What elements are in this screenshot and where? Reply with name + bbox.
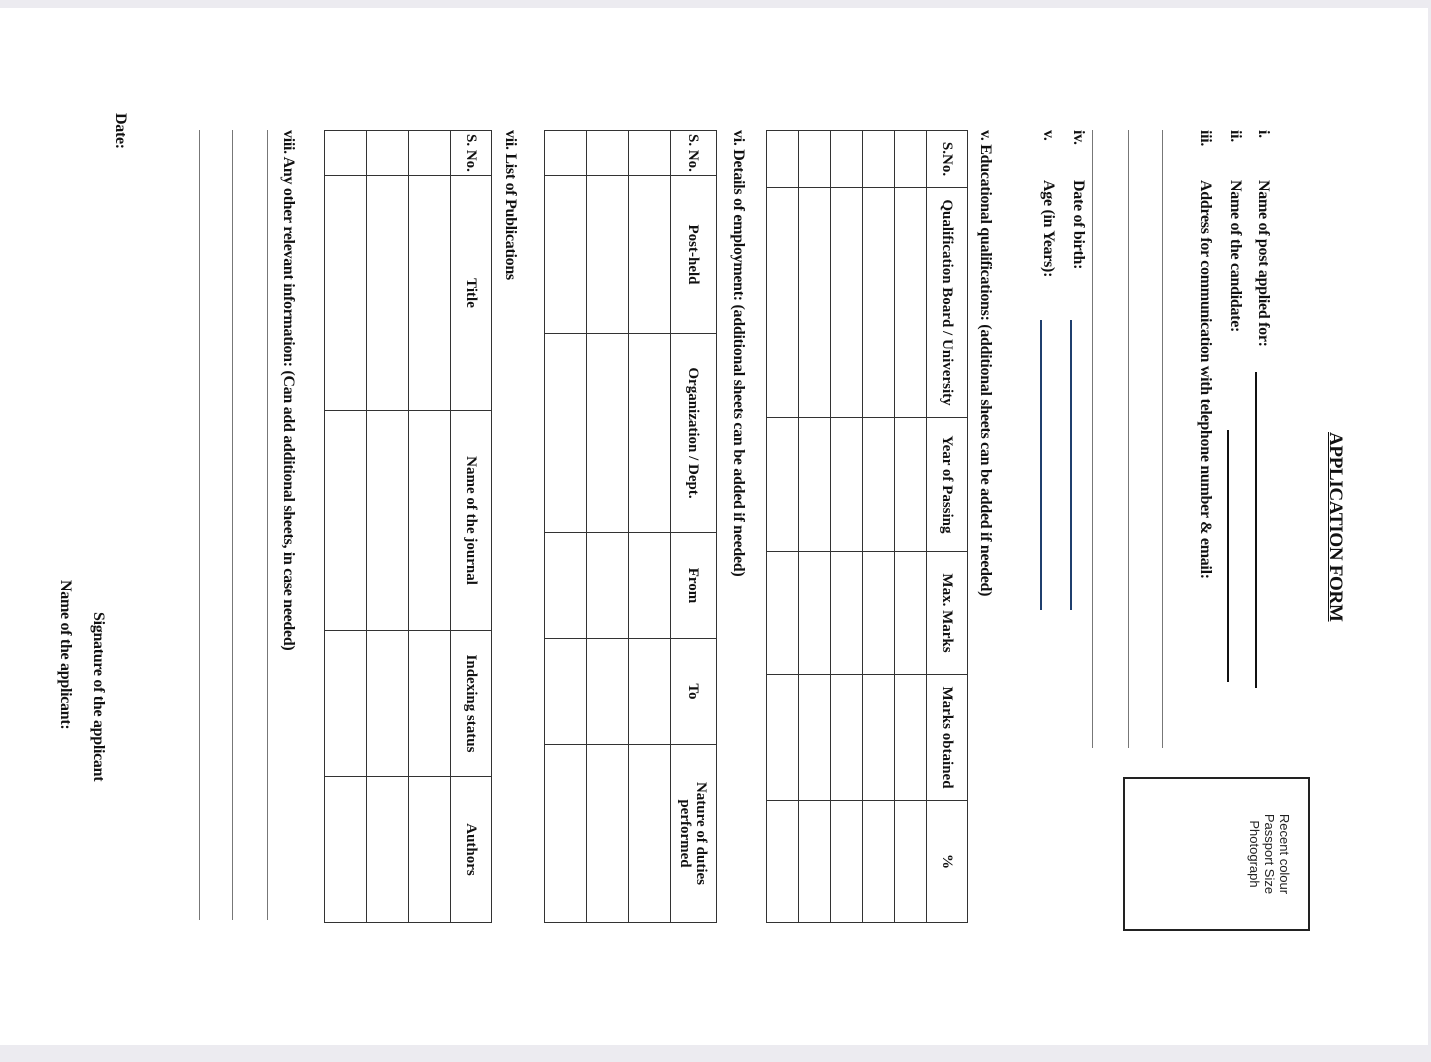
- table-row: [325, 131, 367, 923]
- other-info-line-1[interactable]: [267, 130, 268, 920]
- table-cell-input[interactable]: [831, 552, 863, 675]
- table-cell-input[interactable]: [409, 176, 451, 411]
- publications-column-header: Authors: [451, 777, 492, 923]
- table-cell-input[interactable]: [629, 639, 671, 745]
- table-row: [863, 131, 895, 923]
- photo-text-2: Passport Size: [1262, 813, 1277, 895]
- table-cell-input[interactable]: [409, 631, 451, 777]
- employment-column-header: Post-held: [671, 176, 717, 334]
- table-cell-input[interactable]: [799, 131, 831, 188]
- table-row: [831, 131, 863, 923]
- table-cell-input[interactable]: [895, 188, 927, 418]
- education-column-header: Max. Marks: [927, 552, 968, 675]
- table-cell-input[interactable]: [863, 131, 895, 188]
- signature-label: Signature of the applicant: [90, 612, 107, 782]
- table-cell-input[interactable]: [545, 334, 587, 533]
- field-number: ii.: [1227, 130, 1244, 142]
- table-cell-input[interactable]: [545, 131, 587, 176]
- field-number: v.: [1040, 130, 1057, 141]
- table-cell-input[interactable]: [799, 675, 831, 801]
- table-cell-input[interactable]: [545, 533, 587, 639]
- photo-text-3: Photograph: [1247, 820, 1262, 888]
- photo-box: [1123, 777, 1310, 931]
- table-cell-input[interactable]: [895, 552, 927, 675]
- table-cell-input[interactable]: [629, 176, 671, 334]
- table-cell-input[interactable]: [325, 411, 367, 631]
- field-label-candidate: Name of the candidate:: [1227, 180, 1244, 333]
- table-cell-input[interactable]: [863, 801, 895, 923]
- table-cell-input[interactable]: [831, 131, 863, 188]
- table-cell-input[interactable]: [587, 533, 629, 639]
- table-cell-input[interactable]: [767, 131, 799, 188]
- table-cell-input[interactable]: [799, 552, 831, 675]
- table-cell-input[interactable]: [863, 188, 895, 418]
- publications-column-header: Title: [451, 176, 492, 411]
- table-cell-input[interactable]: [629, 745, 671, 923]
- field-number: i.: [1255, 130, 1272, 138]
- other-info-heading: viii. Any other relevant information: (Can add additional sheets, in case needed): [280, 130, 297, 651]
- field-label-post: Name of post applied for:: [1255, 180, 1272, 347]
- dob-input[interactable]: [1070, 320, 1072, 610]
- table-cell-input[interactable]: [325, 777, 367, 923]
- table-row: [629, 131, 671, 923]
- table-cell-input[interactable]: [629, 533, 671, 639]
- table-cell-input[interactable]: [767, 188, 799, 418]
- table-cell-input[interactable]: [799, 801, 831, 923]
- field-label-dob: Date of birth:: [1070, 180, 1087, 270]
- publications-header-row: [451, 131, 492, 923]
- education-header-row: [927, 131, 968, 923]
- table-cell-input[interactable]: [367, 777, 409, 923]
- table-cell-input[interactable]: [831, 675, 863, 801]
- table-cell-input[interactable]: [587, 639, 629, 745]
- table-cell-input[interactable]: [367, 411, 409, 631]
- publications-table: [324, 130, 492, 923]
- table-cell-input[interactable]: [545, 176, 587, 334]
- table-cell-input[interactable]: [629, 131, 671, 176]
- age-input[interactable]: [1040, 320, 1042, 610]
- table-cell-input[interactable]: [587, 745, 629, 923]
- publications-heading: vii. List of Publications: [502, 130, 519, 280]
- publications-column-header: Indexing status: [451, 631, 492, 777]
- table-cell-input[interactable]: [587, 131, 629, 176]
- table-cell-input[interactable]: [545, 639, 587, 745]
- table-cell-input[interactable]: [409, 777, 451, 923]
- employment-table: [544, 130, 717, 923]
- table-cell-input[interactable]: [863, 552, 895, 675]
- field-label-address: Address for communication with telephone number & email:: [1197, 180, 1214, 579]
- address-line-3[interactable]: [1092, 130, 1093, 748]
- page-title: APPLICATION FORM: [1325, 432, 1346, 622]
- table-row: [367, 131, 409, 923]
- table-cell-input[interactable]: [767, 675, 799, 801]
- table-cell-input[interactable]: [831, 418, 863, 552]
- table-cell-input[interactable]: [895, 675, 927, 801]
- publications-column-header: S. No.: [451, 131, 492, 176]
- table-cell-input[interactable]: [895, 418, 927, 552]
- table-row: [545, 131, 587, 923]
- table-cell-input[interactable]: [587, 176, 629, 334]
- field-number: iii.: [1197, 130, 1214, 147]
- table-row: [895, 131, 927, 923]
- table-cell-input[interactable]: [367, 176, 409, 411]
- table-cell-input[interactable]: [587, 334, 629, 533]
- table-cell-input[interactable]: [767, 552, 799, 675]
- education-column-header: Qualification Board / University: [927, 188, 968, 418]
- table-cell-input[interactable]: [767, 801, 799, 923]
- table-row: [799, 131, 831, 923]
- post-applied-input[interactable]: [1255, 372, 1257, 688]
- applicant-name-label: Name of the applicant:: [57, 580, 74, 730]
- education-table: [766, 130, 968, 923]
- table-cell-input[interactable]: [367, 131, 409, 176]
- employment-header-row: [671, 131, 717, 923]
- education-column-header: Marks obtained: [927, 675, 968, 801]
- table-cell-input[interactable]: [325, 176, 367, 411]
- employment-column-header: S. No.: [671, 131, 717, 176]
- candidate-name-input[interactable]: [1227, 430, 1229, 682]
- education-column-header: %: [927, 801, 968, 923]
- other-info-line-3[interactable]: [199, 130, 200, 920]
- table-cell-input[interactable]: [325, 631, 367, 777]
- other-info-line-2[interactable]: [232, 130, 233, 920]
- table-cell-input[interactable]: [831, 188, 863, 418]
- table-cell-input[interactable]: [629, 334, 671, 533]
- table-cell-input[interactable]: [325, 131, 367, 176]
- table-cell-input[interactable]: [799, 418, 831, 552]
- education-heading: v. Educational qualifications: (additional sheets can be added if needed): [977, 130, 994, 597]
- employment-heading: vi. Details of employment: (additional sheets can be added if needed): [730, 130, 747, 577]
- table-cell-input[interactable]: [409, 131, 451, 176]
- address-line-1[interactable]: [1162, 130, 1163, 748]
- employment-column-header: From: [671, 533, 717, 639]
- photo-text-1: Recent colour: [1277, 813, 1292, 895]
- field-label-age: Age (in Years):: [1040, 180, 1057, 278]
- table-cell-input[interactable]: [831, 801, 863, 923]
- table-cell-input[interactable]: [895, 801, 927, 923]
- address-line-2[interactable]: [1128, 130, 1129, 748]
- table-row: [587, 131, 629, 923]
- education-column-header: S.No.: [927, 131, 968, 188]
- table-cell-input[interactable]: [767, 418, 799, 552]
- table-cell-input[interactable]: [409, 411, 451, 631]
- publications-column-header: Name of the journal: [451, 411, 492, 631]
- employment-column-header: Organization / Dept.: [671, 334, 717, 533]
- table-cell-input[interactable]: [545, 745, 587, 923]
- employment-column-header: Nature of duties performed: [671, 745, 717, 923]
- table-cell-input[interactable]: [863, 675, 895, 801]
- field-number: iv.: [1070, 130, 1087, 145]
- table-cell-input[interactable]: [799, 188, 831, 418]
- date-label: Date:: [112, 113, 129, 149]
- table-cell-input[interactable]: [895, 131, 927, 188]
- education-column-header: Year of Passing: [927, 418, 968, 552]
- table-row: [409, 131, 451, 923]
- table-cell-input[interactable]: [863, 418, 895, 552]
- table-row: [767, 131, 799, 923]
- employment-column-header: To: [671, 639, 717, 745]
- table-cell-input[interactable]: [367, 631, 409, 777]
